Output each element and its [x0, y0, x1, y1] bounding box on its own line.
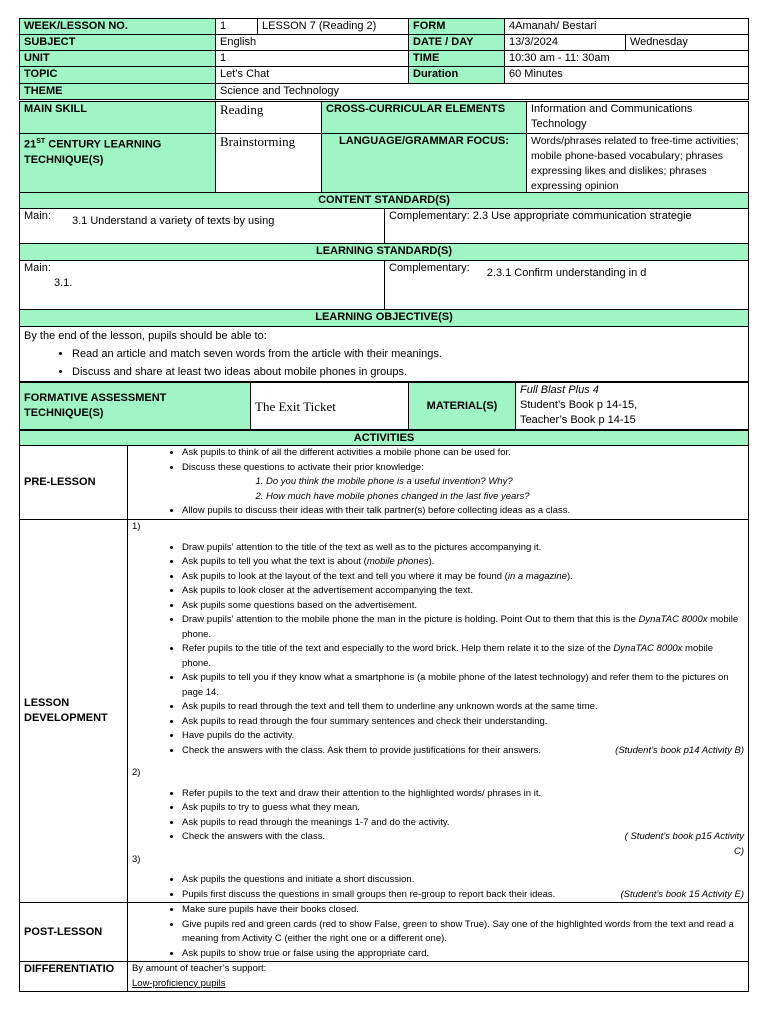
list-item: • Refer pupils to the text and draw their attention to the highlighted words/ phrases in it.	[182, 787, 744, 802]
step-number: 2)	[132, 767, 141, 778]
activity-reference: (Student’s book p14 Activity B)	[615, 744, 745, 756]
material-value	[516, 383, 749, 430]
theme-label: THEME	[20, 84, 216, 100]
subject-value: English	[216, 35, 409, 51]
date-value: 13/3/2024	[505, 35, 626, 51]
date-label: DATE / DAY	[409, 35, 505, 51]
material-line: Teacher’s Book p 14-15	[520, 414, 636, 426]
content-main-label: Main:	[24, 210, 51, 222]
differentiation-group: Low-proficiency pupils	[132, 977, 226, 989]
list-item: • Ask pupils to show true or false using the appropriate card.	[182, 947, 744, 962]
objective-item: • Read an article and match seven words from the article with their meanings.	[72, 345, 744, 363]
main-skill-value: Reading	[216, 102, 322, 134]
content-standard-heading: CONTENT STANDARD(S)	[20, 193, 749, 209]
content-comp-value: 2.3 Use appropriate communication strategie	[472, 210, 692, 222]
list-item: • Ask pupils to read through the text and tell them to underline any unknown words at the same time.	[182, 700, 744, 715]
activities-table	[19, 430, 749, 992]
list-item: • Give pupils red and green cards (red to show False, green to show True). Say one of the highlighted words from the text and read a meaning from Activity C (either the right one or a different one).	[182, 918, 744, 947]
form-value: 4Amanah/ Bestari	[505, 19, 749, 35]
lesson-value: LESSON 7 (Reading 2)	[258, 19, 409, 35]
list-item: • Make sure pupils have their books closed.	[182, 903, 744, 918]
learning-standard-comp	[385, 261, 749, 310]
material-title: Full Blast Plus 4	[520, 384, 599, 396]
main-skill-label: MAIN SKILL	[20, 102, 216, 134]
material-label: MATERIAL(S)	[409, 383, 516, 430]
learning-main-label: Main:	[24, 262, 51, 274]
week-label: WEEK/LESSON NO.	[20, 19, 216, 35]
pre-lesson-label: PRE-LESSON	[20, 446, 128, 520]
list-item: • Discuss these questions to activate their prior knowledge: 1. Do you think the mobile phone is a useful invention? Why? 2. How much have mobile phones changed in the last five years?	[182, 461, 744, 505]
topic-value: Let’s Chat	[216, 67, 409, 84]
list-item: • Ask pupils to tell you if they know what a smartphone is (a mobile phone of the latest technology) and refer them to the pictures on page 14.	[182, 671, 744, 700]
learning-objective-body	[20, 327, 749, 382]
activities-heading: ACTIVITIES	[20, 431, 749, 446]
activity-reference: (Student’s book 15 Activity E)	[620, 888, 745, 900]
learning-comp-label: Complementary:	[389, 262, 470, 274]
duration-label: Duration	[409, 67, 505, 84]
content-comp-label: Complementary:	[389, 210, 470, 222]
activity-reference: ( Student’s book p15 Activity C)	[624, 831, 745, 857]
list-item: • Pupils first discuss the questions in small groups then re-group to report back their ideas. (Student’s book 15 Activity E)	[182, 888, 744, 903]
list-item: • Check the answers with the class. ( Student’s book p15 Activity C)	[182, 830, 744, 845]
assessment-table	[19, 382, 749, 430]
standards-table	[19, 192, 749, 382]
objective-intro: By the end of the lesson, pupils should be able to:	[24, 330, 267, 342]
form-label: FORM	[409, 19, 505, 35]
time-value: 10:30 am - 11: 30am	[505, 51, 749, 67]
list-item: • Ask pupils to read through the meanings 1-7 and do the activity.	[182, 816, 744, 831]
skills-table	[19, 101, 749, 195]
theme-value: Science and Technology	[216, 84, 749, 100]
topic-label: TOPIC	[20, 67, 216, 84]
assessment-label: FORMATIVE ASSESSMENT TECHNIQUE(S)	[20, 383, 251, 430]
learning-main-value: 3.1.	[54, 277, 73, 289]
differentiation-text: By amount of teacher’s support:	[132, 963, 267, 974]
list-item: • Draw pupils' attention to the mobile phone the man in the picture is holding. Point Out to them that this is the DynaTAC 8000x mobile phone.	[182, 613, 744, 642]
unit-label: UNIT	[20, 51, 216, 67]
duration-value: 60 Minutes	[505, 67, 749, 84]
list-item: • Ask pupils some questions based on the advertisement.	[182, 599, 744, 614]
list-item: • Ask pupils to look closer at the advertisement accompanying the text.	[182, 584, 744, 599]
learning-comp-value: 2.3.1 Confirm understanding in d	[486, 267, 647, 279]
list-item: • Allow pupils to discuss their ideas with their talk partner(s) before collecting ideas as a class.	[182, 504, 744, 519]
post-lesson-body	[128, 903, 749, 962]
cross-curricular-label: CROSS-CURRICULAR ELEMENTS	[322, 102, 527, 134]
list-item: • Ask pupils to tell you what the text is about (mobile phones).	[182, 555, 744, 570]
cross-curricular-value: Information and Communications Technology	[527, 102, 749, 134]
list-item: • Draw pupils' attention to the title of the text as well as to the pictures accompanying it.	[182, 541, 744, 556]
differentiation-body	[128, 962, 749, 992]
pre-lesson-body	[128, 446, 749, 520]
assessment-value: The Exit Ticket	[251, 383, 409, 430]
content-main-value: 3.1 Understand a variety of texts by using	[71, 215, 275, 227]
list-item: 1. Do you think the mobile phone is a useful invention? Why?	[266, 475, 744, 490]
list-item: • Ask pupils to read through the four summary sentences and check their understanding.	[182, 715, 744, 730]
day-value: Wednesday	[626, 35, 749, 51]
list-item: • Ask pupils to try to guess what they mean.	[182, 801, 744, 816]
time-label: TIME	[409, 51, 505, 67]
step-number: 1)	[132, 521, 141, 532]
language-focus-label: LANGUAGE/GRAMMAR FOCUS:	[322, 134, 527, 195]
lesson-development-body	[128, 520, 749, 903]
list-item: • Ask pupils the questions and initiate a short discussion.	[182, 873, 744, 888]
list-item: • Ask pupils to look at the layout of the text and tell you where it may be found (in a magazine).	[182, 570, 744, 585]
list-item: • Have pupils do the activity.	[182, 729, 744, 744]
learning-standard-heading: LEARNING STANDARD(S)	[20, 244, 749, 261]
content-standard-main	[20, 209, 385, 244]
step-number: 3)	[132, 853, 141, 865]
subject-label: SUBJECT	[20, 35, 216, 51]
differentiation-label: DIFFERENTIATIO	[20, 962, 128, 992]
lesson-header-table	[19, 18, 749, 100]
lesson-development-label: LESSON DEVELOPMENT	[20, 520, 128, 903]
list-item: • Ask pupils to think of all the different activities a mobile phone can be used for.	[182, 446, 744, 461]
technique-label: 21ST CENTURY LEARNING TECHNIQUE(S)	[20, 134, 216, 195]
learning-standard-main	[20, 261, 385, 310]
language-focus-value: Words/phrases related to free-time activities; mobile phone-based vocabulary; phrases expressing likes and dislikes; phrases expressing opinion	[527, 134, 749, 195]
learning-objective-heading: LEARNING OBJECTIVE(S)	[20, 310, 749, 327]
objective-item: • Discuss and share at least two ideas about mobile phones in groups.	[72, 363, 744, 381]
list-item: • Check the answers with the class. Ask them to provide justifications for their answers. (Student’s book p14 Activity B)	[182, 744, 744, 759]
post-lesson-label: POST-LESSON	[20, 903, 128, 962]
material-line: Student’s Book p 14-15,	[520, 399, 638, 411]
list-item: • Refer pupils to the title of the text and especially to the word brick. Help them relate it to the size of the DynaTAC 8000x mobile phone.	[182, 642, 744, 671]
technique-value: Brainstorming	[216, 134, 322, 195]
week-value: 1	[216, 19, 258, 35]
unit-value: 1	[216, 51, 409, 67]
list-item: 2. How much have mobile phones changed in the last five years?	[266, 490, 744, 505]
content-standard-comp	[385, 209, 749, 244]
